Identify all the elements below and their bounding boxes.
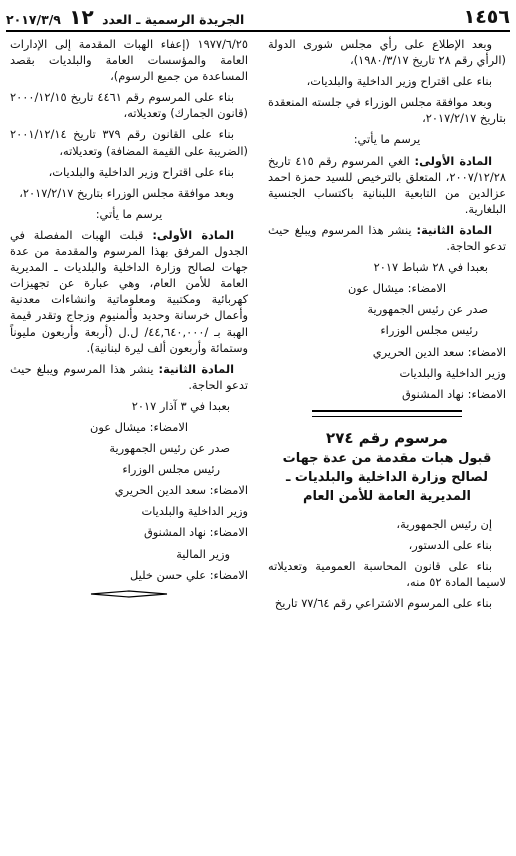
paragraph: بناء على المرسوم رقم ٤٤٦١ تاريخ ٢٠٠٠/١٢/١٥ (قانون الجمارك) وتعديلاته، <box>10 90 248 121</box>
decree-subtitle-3: المديرية العامة للأمن العام <box>303 488 471 504</box>
page-header <box>6 4 510 32</box>
place-date: بعبدا في ٢٨ شباط ٢٠١٧ <box>373 260 488 275</box>
paragraph: بناء على الدستور، <box>408 537 492 552</box>
signature-pm: الامضاء: سعد الدين الحريري <box>114 483 248 498</box>
paragraph: بناء على القانون رقم ٣٧٩ تاريخ ٢٠٠١/١٢/١٤ (الضريبة على القيمة المضافة) وتعديلاته، <box>10 127 248 158</box>
decree-title: مرسوم رقم ٢٧٤ <box>326 428 448 447</box>
paragraph: بناء على اقتراح وزير الداخلية والبلديات، <box>306 74 492 89</box>
article-label: المادة الثانية: <box>416 222 493 237</box>
gazette-issue-info <box>6 5 244 29</box>
paragraph: وبعد الإطلاع على رأي مجلس شورى الدولة (الرأي رقم ٢٨ تاريخ ١٩٨٠/٣/١٧)، <box>268 37 506 68</box>
article-text: ينشر هذا المرسوم ويبلغ حيث تدعو الحاجة. <box>268 222 506 254</box>
signature-pm: الامضاء: سعد الدين الحريري <box>372 344 506 359</box>
minister-title: وزير الداخلية والبلديات <box>399 365 506 380</box>
article-text: قبلت الهبات المفصلة في الجدول المرفق بهذا المرسوم والمقدمة من عدة جهات لصالح وزارة الداخلية والبلديات ـ المديرية العامة للأمن العام، وهي عبارة عن تجهيزات كهربائية ومكتبية ومعلوماتية وانشاءات معدنية وأعمال خرسانة وحديد وألمنيوم وزجاج وتقدر قيمة الهبة بـ /٤٤,٦٤٠,٠٠٠/ ل.ل (أربعة وأربعون مليوناً وستمائة وأربعون ألف ليرة لبنانية). <box>10 227 248 355</box>
left-column <box>10 36 248 607</box>
article-1 <box>10 227 248 356</box>
decree-subtitle-2: لصالح وزارة الداخلية والبلديات ـ <box>285 469 489 485</box>
paragraph: وبعد موافقة مجلس الوزراء بتاريخ ٢٠١٧/٢/١٧، <box>19 185 234 200</box>
paragraph: بناء على المرسوم الاشتراعي رقم ٧٧/٦٤ تاريخ <box>274 596 492 611</box>
article-label: المادة الأولى: <box>152 227 234 242</box>
issued-by: صدر عن رئيس الجمهورية <box>109 441 230 456</box>
signature-finance-minister: الامضاء: علي حسن خليل <box>130 567 248 582</box>
right-column <box>268 36 506 616</box>
article-2 <box>10 361 248 393</box>
decree-subtitle-1: قبول هبات مقدمة من عدة جهات <box>282 450 492 466</box>
paragraph: بناء على اقتراح وزير الداخلية والبلديات، <box>48 164 234 179</box>
decree-intro: يرسم ما يأتي: <box>95 206 163 221</box>
decree-intro: يرسم ما يأتي: <box>353 132 421 147</box>
paragraph: ١٩٧٧/٦/٢٥ (إعفاء الهبات المقدمة إلى الإدارات العامة والمؤسسات العامة والبلديات بقصد المساعدة من جميع الرسوم)، <box>10 37 248 84</box>
decree-title-block <box>268 427 506 506</box>
article-text: الغي المرسوم رقم ٤١٥ تاريخ ٢٠٠٧/١٢/٢٨، المتعلق بالترخيص للسيد حمزة احمد عزالدين من التابعية اللبنانية باكتساب الجنسية البلغارية. <box>268 153 506 216</box>
pm-title: رئيس مجلس الوزراء <box>122 462 220 477</box>
article-text: ينشر هذا المرسوم ويبلغ حيث تدعو الحاجة. <box>10 361 248 392</box>
issue-number: ١٢ <box>69 5 94 29</box>
gazette-name: الجريدة الرسمية ـ العدد <box>102 12 245 27</box>
section-divider <box>312 410 462 417</box>
pm-title: رئيس مجلس الوزراء <box>380 323 478 338</box>
signature-president: الامضاء: ميشال عون <box>89 419 188 434</box>
end-ornament-icon <box>89 589 169 599</box>
issued-by: صدر عن رئيس الجمهورية <box>367 302 488 317</box>
signature-president: الامضاء: ميشال عون <box>347 281 446 296</box>
paragraph: إن رئيس الجمهورية، <box>396 516 492 531</box>
paragraph: بناء على قانون المحاسبة العمومية وتعديلاته لاسيما المادة ٥٢ منه، <box>268 558 506 590</box>
article-2 <box>268 222 506 254</box>
signature-minister: الامضاء: نهاد المشنوق <box>143 525 248 540</box>
article-label: المادة الثانية: <box>158 361 235 376</box>
place-date: بعبدا في ٣ آذار ٢٠١٧ <box>131 398 230 413</box>
page-number: ١٤٥٦ <box>463 6 510 28</box>
paragraph: وبعد موافقة مجلس الوزراء في جلسته المنعقدة بتاريخ ٢٠١٧/٢/١٧، <box>268 95 506 126</box>
article-label: المادة الأولى: <box>414 153 493 168</box>
minister-title: وزير الداخلية والبلديات <box>141 504 248 519</box>
issue-date: ٢٠١٧/٣/٩ <box>6 12 61 27</box>
finance-minister-title: وزير المالية <box>176 546 230 561</box>
article-1 <box>268 153 506 217</box>
signature-minister: الامضاء: نهاد المشنوق <box>401 386 506 401</box>
